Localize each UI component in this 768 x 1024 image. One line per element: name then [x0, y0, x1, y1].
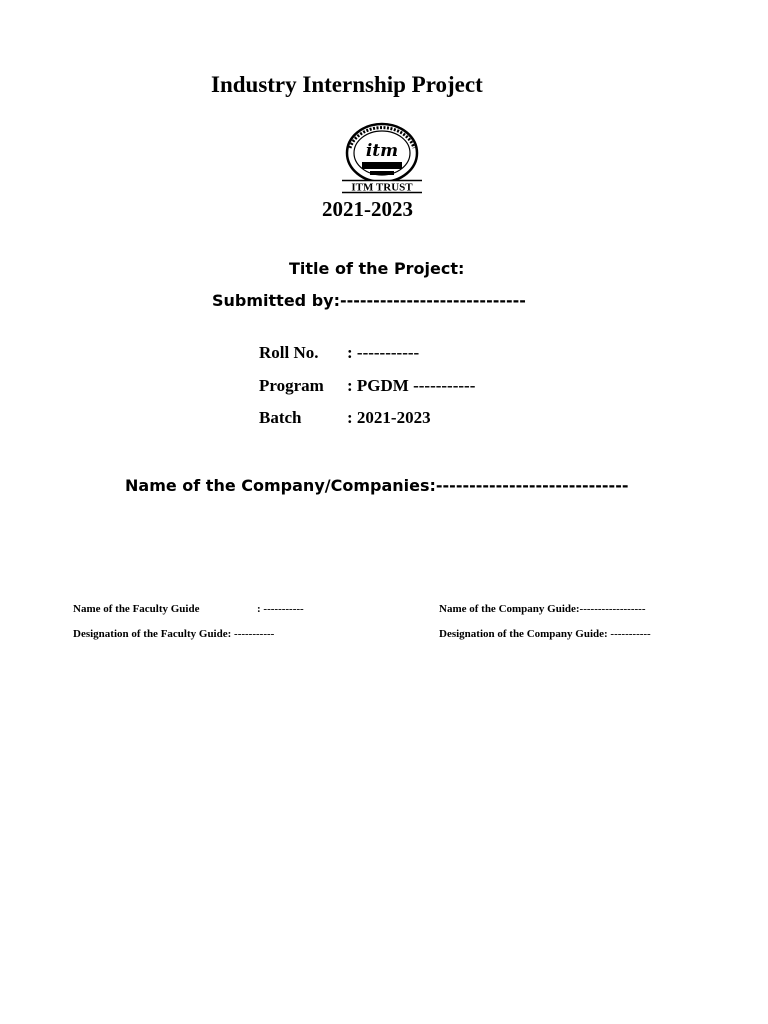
program-row [259, 376, 475, 396]
roll-number-row [259, 343, 419, 363]
company-guide-designation: Designation of the Company Guide: ----------- [439, 628, 651, 640]
faculty-guide-designation: Designation of the Faculty Guide: ----------- [73, 628, 275, 640]
academic-years: 2021-2023 [322, 197, 413, 221]
batch-row [259, 408, 431, 428]
logo-monogram: itm [365, 141, 399, 161]
batch-label: Batch [259, 408, 302, 427]
submitted-by-line: Submitted by:---------------------------- [212, 291, 526, 310]
roll-number-label: Roll No. [259, 343, 319, 362]
faculty-guide-name-label: Name of the Faculty Guide [73, 603, 200, 615]
program-value: : PGDM ----------- [347, 376, 476, 395]
batch-value: : 2021-2023 [347, 408, 431, 427]
project-title-label: Title of the Project: [289, 259, 465, 278]
program-label: Program [259, 376, 324, 395]
itm-trust-logo [340, 122, 424, 194]
company-name-line: Name of the Company/Companies:----------------------------- [125, 476, 629, 495]
faculty-guide-name-row [73, 603, 304, 615]
logo-text: ITM TRUST [351, 181, 413, 194]
company-guide-name: Name of the Company Guide:------------------ [439, 603, 646, 615]
document-title: Industry Internship Project [211, 72, 483, 97]
roll-number-value: : ----------- [347, 343, 420, 362]
faculty-guide-name-value: : ----------- [257, 603, 304, 615]
